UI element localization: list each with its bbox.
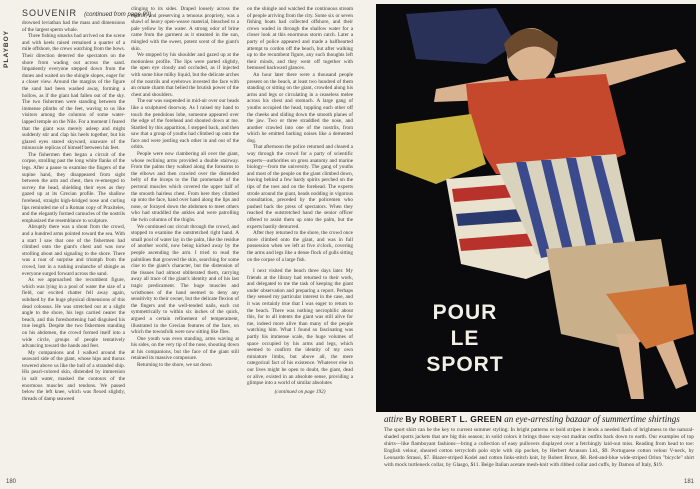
byline bbox=[384, 414, 694, 424]
paragraph: My companions and I walked around the seaward side of the giant, whose hips and thorax towered above us like the hull of a stranded ship. His pearl-colored skin, distended by immersion in salt water, masked the contours of the enormous muscles and tendons. We passed below the left knee, which was flexed slightly, threads of damp seaweed bbox=[22, 349, 125, 402]
text-column-2 bbox=[131, 6, 239, 462]
text-column-3 bbox=[247, 6, 353, 263]
text-column-3-continued bbox=[247, 268, 353, 462]
paragraph: The fishermen then began a circuit of the corpse, strolling past the long white flanks of the legs. After a pause to examine the fingers of the supine hand, they disappeared from sight between the arm and chest, then re-emerged to survey the head, shielding their eyes as they gazed up at its Grecian profile. The shallow forehead, straight high-bridged nose and curling lips reminded me of a Roman copy of Praxiteles, and the elegantly formed carnucles of the nostrils emphasized the resemblance to sculpture. bbox=[22, 151, 125, 224]
magazine-name: PLAYBOY bbox=[3, 30, 10, 68]
continued-from: (continued from page 99) bbox=[84, 12, 152, 18]
paragraph: Three fishing smacks had arrived on the scene and with keels raised remained a quarter of a mile offshore, the crews watching from the bows. Their direction deterred the spectators on the shore from wading out across the sand. Impatiently everyone stepped down from the dunes and waited on the shingle slopes, eager for a closer view. Around the margins of the figure the sand had been washed away, forming a hollow, as if the giant had fallen out of the sky. The two fishermen were standing between the immense plinths of the feet, waving to us like visitors among the columns of some water-lapped temple on the Nile. For a moment I feared that the giant was merely asleep and might suddenly stir and clap his heels together, but his glazed eyes stared skyward, unaware of the minuscule replicas of himself between his feet. bbox=[22, 33, 125, 152]
paragraph: People were now clambering all over the giant, whose reclining arms provided a double stairway. From the palms they walked along the forearms to the elbows and then crawled over the distended belly of the biceps to the flat promenade of the pectoral muscles which covered the upper half of the smooth hairless chest. From here they climbed up onto the face, hand over hand along the lips and nose, or forayed down the abdomen to meet others who had straddled the ankles and were patrolling the twin columns of the thighs. bbox=[131, 151, 239, 223]
paragraph: clinging to its sides. Draped loosely across the midriff, and preserving a tenuous propriety, was a shawl of heavy open-weave material, bleached to a pale yellow by the water. A strong odor of brine came from the garment as it steamed in the sun, mingled with the sweet, potent scent of the giant's skin. bbox=[131, 6, 239, 52]
right-page-number: 181 bbox=[683, 479, 694, 485]
text-column-1 bbox=[22, 20, 125, 462]
paragraph: After they returned to the shore, the crowd once more climbed onto the giant, and was in full possession when we left at five o'clock, covering the arms and legs like a dense flock of gulls sitting on the corpse of a large fish. bbox=[247, 230, 353, 263]
byline-author: ROBERT L. GREEN bbox=[419, 414, 503, 424]
paragraph: We stopped by his shoulder and gazed up at the motionless profile. The lips were parted slightly, the open eye cloudy and occluded, as if injected with some blue milky liquid, but the delicate arches of the nostrils and eyebrows invested the face with an ornate charm that belied the brutish power of the chest and shoulders. bbox=[131, 52, 239, 98]
pour-le-sport-title bbox=[420, 300, 510, 378]
paragraph: I next visited the beach three days later. My friends at the library had returned to their work, and delegated to me the task of keeping the giant under observation and preparing a report. Perhaps they sensed my particular interest in the case, and it was certainly true that I was eager to return to the beach. There was nothing necrophilic about this, for to all intents the giant was still alive for me, indeed more alive than many of the people watching him. What I found so fascinating was partly his immense scale, the huge volumes of space occupied by his arms and legs, which seemed to confirm the identity of my own miniature limbs, but above all, the mere categorical fact of his existence. Whatever else in our lives might be open to doubt, the giant, dead or alive, existed in an absolute sense, providing a glimpse into a world of similar absolutes bbox=[247, 268, 353, 387]
byline-attire: attire bbox=[384, 414, 404, 424]
photo-caption: The sport shirt can be the key to current summer styling: In bright patterns or bold stripes it lends a needed flash of brightness to the natural-shaded sports jackets that are big this season; in solid colors it brings those way-out madras outfits back down to earth. Our examples of top shirts—like flamboyant fashions—bring a collection of easy pullovers displayed over a fetchingly laid-out miss. Reading from head to toe: English velour, sheared cotton terrycloth polo style with zip pocket, by Herbert Arunson Ltd., $9. Portuguese cotton velour V-neck, by Leonardo Strassi, $7. Blazer-striped Kodel and cotton links-stitch knit, by Robert Bruce, $8. Red-and-blue wide-striped Orlon "bicycle" shirt with mock turtleneck collar, by Glasgo, $11. Beige Italian acetate mesh-knit with ribbed collar and cuffs, by Damon of Italy, $19. bbox=[384, 427, 694, 468]
continued-on: (continued on page 192) bbox=[274, 388, 326, 395]
title-line: LE bbox=[450, 327, 480, 350]
article-title: SOUVENIR bbox=[22, 8, 78, 18]
paragraph: As we approached the recumbent figure, which was lying in a pool of water the size of a field, our excited chatter fell away again, subdued by the huge physical dimensions of this dead colossus. He was stretched out at a slight angle to the shore, his legs carried nearer the beach, and this foreshortening had disguised his true length. Despite the two fishermen standing on his abdomen, the crowd formed itself into a wide circle, groups of people tentatively advancing toward the hands and feet. bbox=[22, 277, 125, 350]
paragraph: drowned leviathan had the mass and dimensions of the largest sperm whale. bbox=[22, 20, 125, 33]
left-page-number: 180 bbox=[6, 479, 17, 485]
paragraph: We continued our circuit through the crowd, and stopped to examine the outstretched right hand. A small pool of water lay in the palm, like the residue of another world, now being kicked away by the people ascending the arm. I tried to read the palmlines that grooved the skin, searching for some clue to the giant's character, but the distension of the tissues had almost obliterated them, carrying away all trace of the giant's identity and of his last tragic predicament. The huge muscles and wristbones of the hand seemed to deny any sensitivity to their owner, but the delicate flexion of the fingers and the well-tended nails, each cut symmetrically to within six inches of the quick, argued a certain refinement of temperament, illustrated in the Grecian features of the face, on which the townsfolk were now sitting like flies. bbox=[131, 223, 239, 336]
paragraph: An hour later there were a thousand people present on the beach, at least two hundred of them standing or sitting on the giant, crowded along his arms and legs or circulating in a ceaseless melee across his chest and stomach. A large gang of youths occupied the head, toppling each other off the cheeks and sliding down the smooth planes of the jaw. Two or three straddled the nose, and another crawled into one of the nostrils, from which he emitted barking noises like a demented dog. bbox=[247, 71, 353, 144]
paragraph: One youth was even standing, arms waving at his sides, on the very tip of the nose, shouting down at his companions, but the face of the giant still retained its massive composure. bbox=[131, 335, 239, 362]
byline-deck: an eye-arresting bazaar of summertime shirtings bbox=[504, 414, 680, 424]
title-line: POUR bbox=[432, 301, 498, 324]
title-line: SPORT bbox=[426, 353, 504, 376]
paragraph: The ear was suspended in mid-air over our heads like a sculptured doorway. As I raised my hand to touch the pendulous lobe, someone appeared over the edge of the forehead and shouted down at me. Startled by this apparition, I stepped back, and then saw that a group of youths had climbed up onto the face and were jostling each other in and out of the orbits. bbox=[131, 98, 239, 151]
paragraph: on the shingle and watched the continuous stream of people arriving from the city. Some six or seven fishing boats had collected offshore, and their crews waded in through the shallow water for a closer look at this enormous storm catch. Later a party of police appeared and made a halfhearted attempt to cordon off the beach, but after walking up to the recumbent figure, any such thoughts left their minds, and they went off together with bemused backward glances. bbox=[247, 6, 353, 72]
paragraph: Returning to the shore, we sat down bbox=[137, 362, 212, 369]
byline-by: By bbox=[405, 414, 417, 424]
paragraph: Abruptly there was a shout from the crowd, and a hundred arms pointed toward the sea. With a start I saw that one of the fishermen had climbed onto the giant's chest and was now strolling about and signaling to the shore. There was a roar of surprise and triumph from the crowd, lost in a rushing avalanche of shingle as everyone surged forward across the sand. bbox=[22, 224, 125, 277]
paragraph: That afternoon the police returned and cleared a way through the crowd for a party of scientific experts—authorities on gross anatomy and marine biology—from the university. The gang of youths and most of the people on the giant climbed down, leaving behind a few hardy spirits perched on the tips of the toes and on the forehead. The experts strode around the giant, heads nodding in vigorous consultation, preceded by the policemen who pushed back the press of spectators. When they reached the outstretched hand the senior officer offered to assist them up onto the palm, but the experts hastily demurred. bbox=[247, 144, 353, 230]
